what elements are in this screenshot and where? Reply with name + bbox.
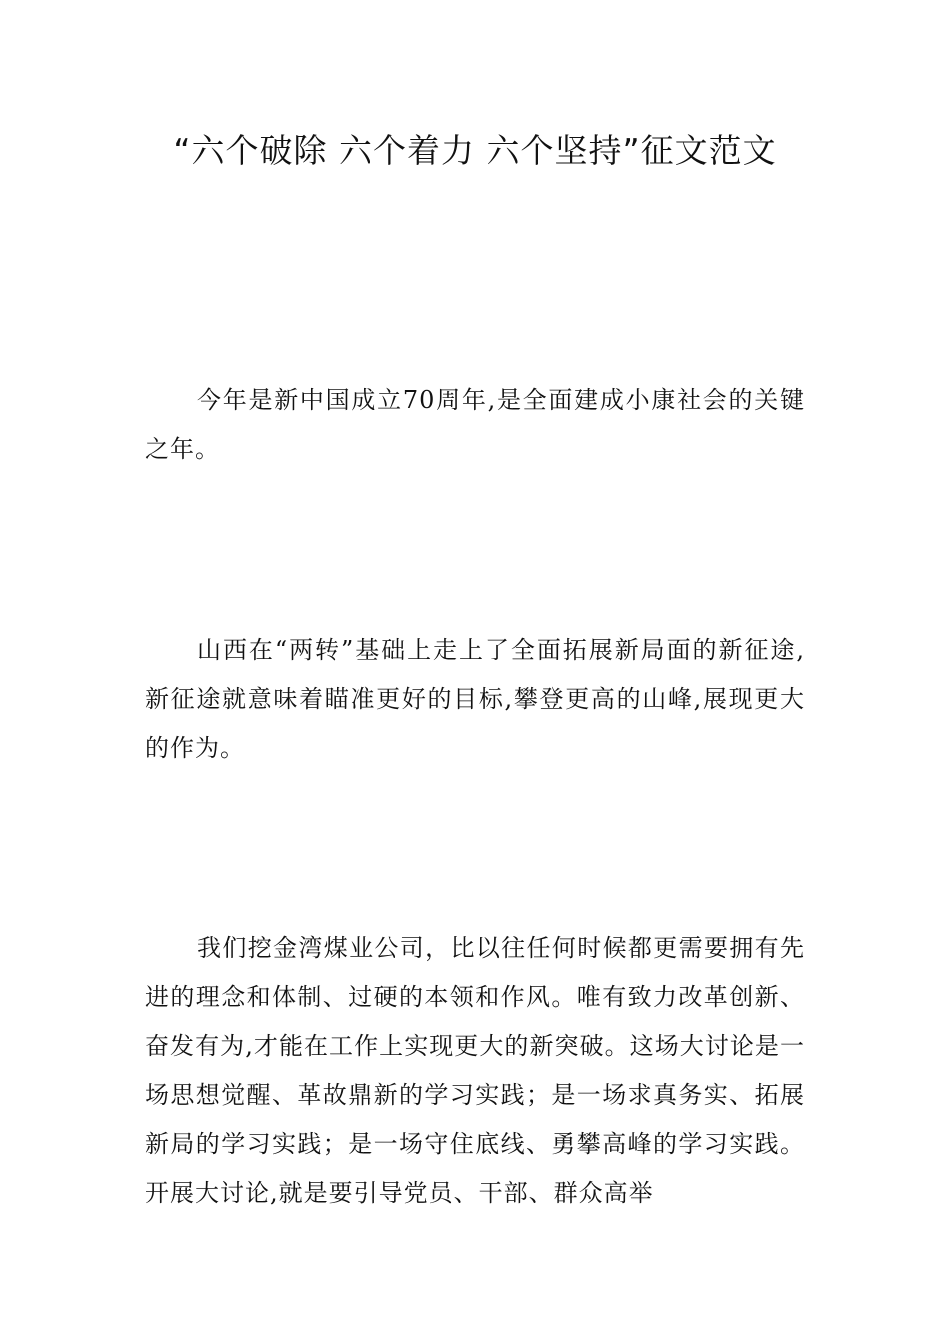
paragraph-3: 我们挖金湾煤业公司，比以往任何时候都更需要拥有先进的理念和体制、过硬的本领和作风。唯有致力改革创新、奋发有为,才能在工作上实现更大的新突破。这场大讨论是一场思想觉醒、革故鼎新的学习实践；是一场求真务实、拓展新局的学习实践；是一场守住底线、勇攀高峰的学习实践。开展大讨论,就是要引导党员、干部、群众高举 <box>145 934 805 1207</box>
document-title: “六个破除 六个着力 六个坚持”征文范文 <box>173 131 777 170</box>
paragraph-1: 今年是新中国成立70周年,是全面建成小康社会的关键之年。 <box>145 386 805 463</box>
paragraph-2: 山西在“两转”基础上走上了全面拓展新局面的新征途,新征途就意味着瞄准更好的目标,攀登更高的山峰,展现更大的作为。 <box>145 636 805 762</box>
